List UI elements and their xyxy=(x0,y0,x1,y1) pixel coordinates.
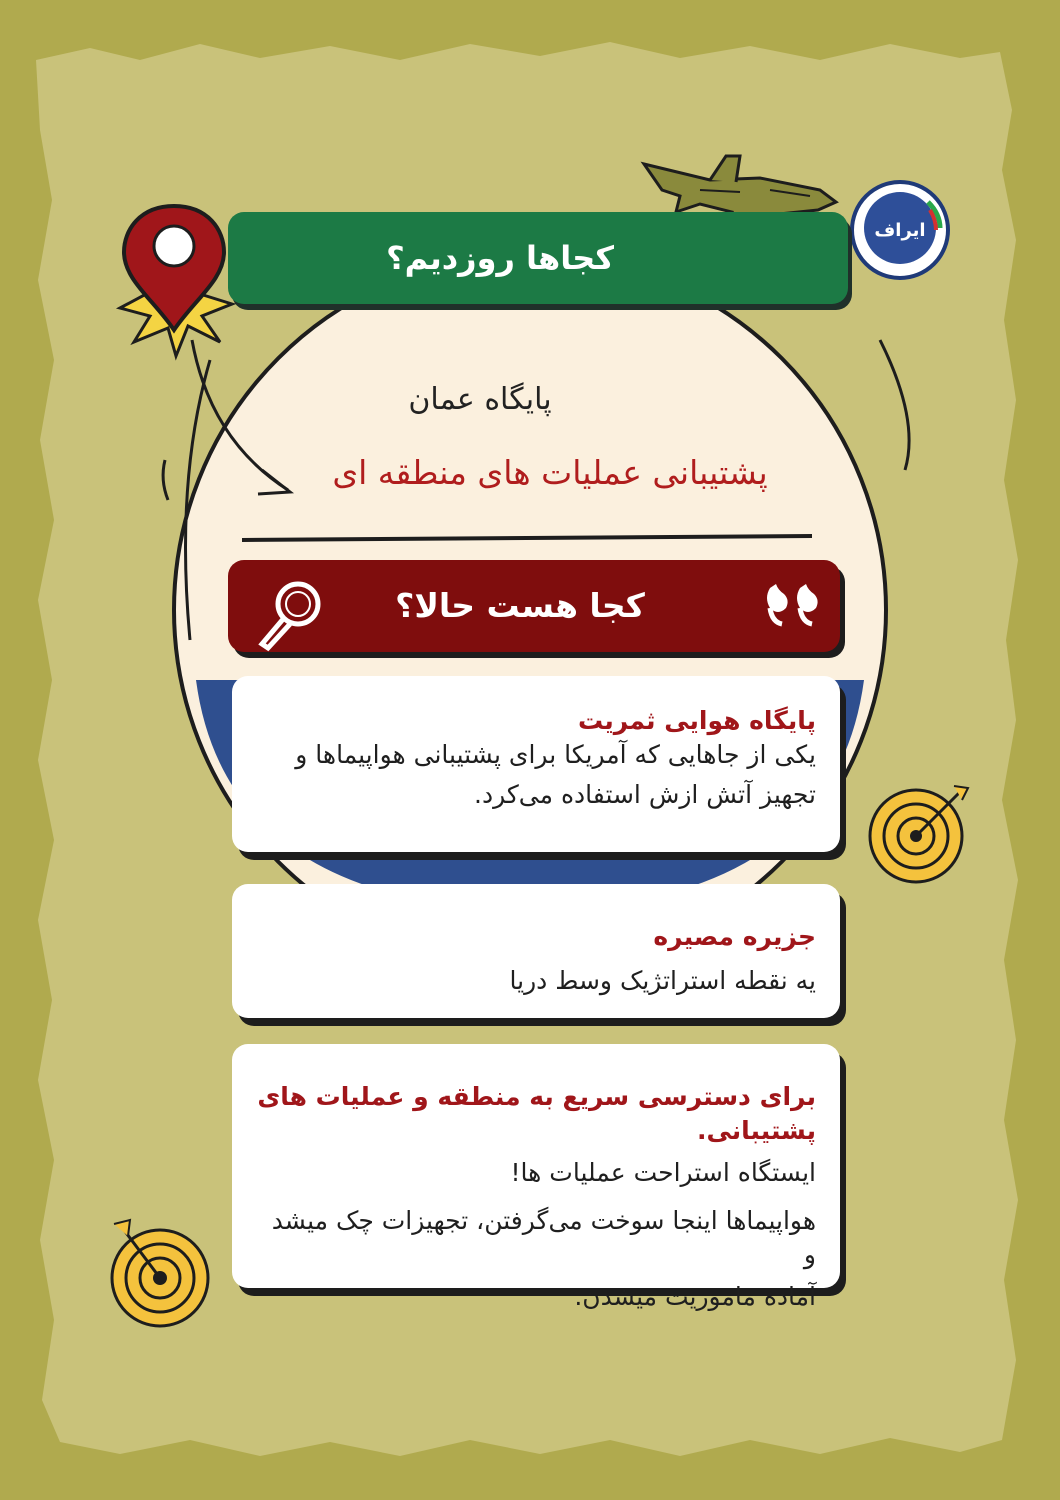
card-title: برای دسترسی سریع به منطقه و عملیات های پشتیبانی. xyxy=(257,1082,816,1145)
target-arrow-icon xyxy=(100,1212,230,1332)
card-title: جزیره مصیره xyxy=(653,922,816,951)
card-masirah xyxy=(232,884,840,1018)
base-name: پایگاه عمان xyxy=(408,382,552,417)
card-rest-station xyxy=(232,1044,840,1311)
card-text-line: تجهیز آتش ازش استفاده می‌کرد. xyxy=(474,780,816,809)
card-text-line: یکی از جاهایی که آمریکا برای پشتیبانی هواپیماها و xyxy=(295,740,816,769)
magnifier-icon xyxy=(252,574,332,654)
card-text-line: ایستگاه استراحت عملیات ها! xyxy=(510,1158,816,1187)
card-text-line: یه نقطه استراتژیک وسط دریا xyxy=(509,966,816,995)
banner-title: کجاها روزدیم؟ xyxy=(386,239,614,277)
logo-badge-icon xyxy=(836,180,966,280)
target-arrow-icon xyxy=(860,778,980,888)
svg-text:ایراف: ایراف xyxy=(874,220,926,241)
map-pin-icon xyxy=(110,200,240,370)
highlight-subtitle: پشتیبانی عملیات های منطقه ای xyxy=(332,453,768,492)
quote-icon xyxy=(760,574,830,634)
section-title: کجا هست حالا؟ xyxy=(395,586,645,625)
card-text-line: آماده ماموریت میشدن. xyxy=(574,1282,816,1311)
card-title: پایگاه هوایی ثمریت xyxy=(577,706,816,735)
card-text-line: هواپیماها اینجا سوخت می‌گرفتن، تجهیزات چک میشد و xyxy=(271,1206,816,1269)
card-thumrait xyxy=(232,676,840,852)
